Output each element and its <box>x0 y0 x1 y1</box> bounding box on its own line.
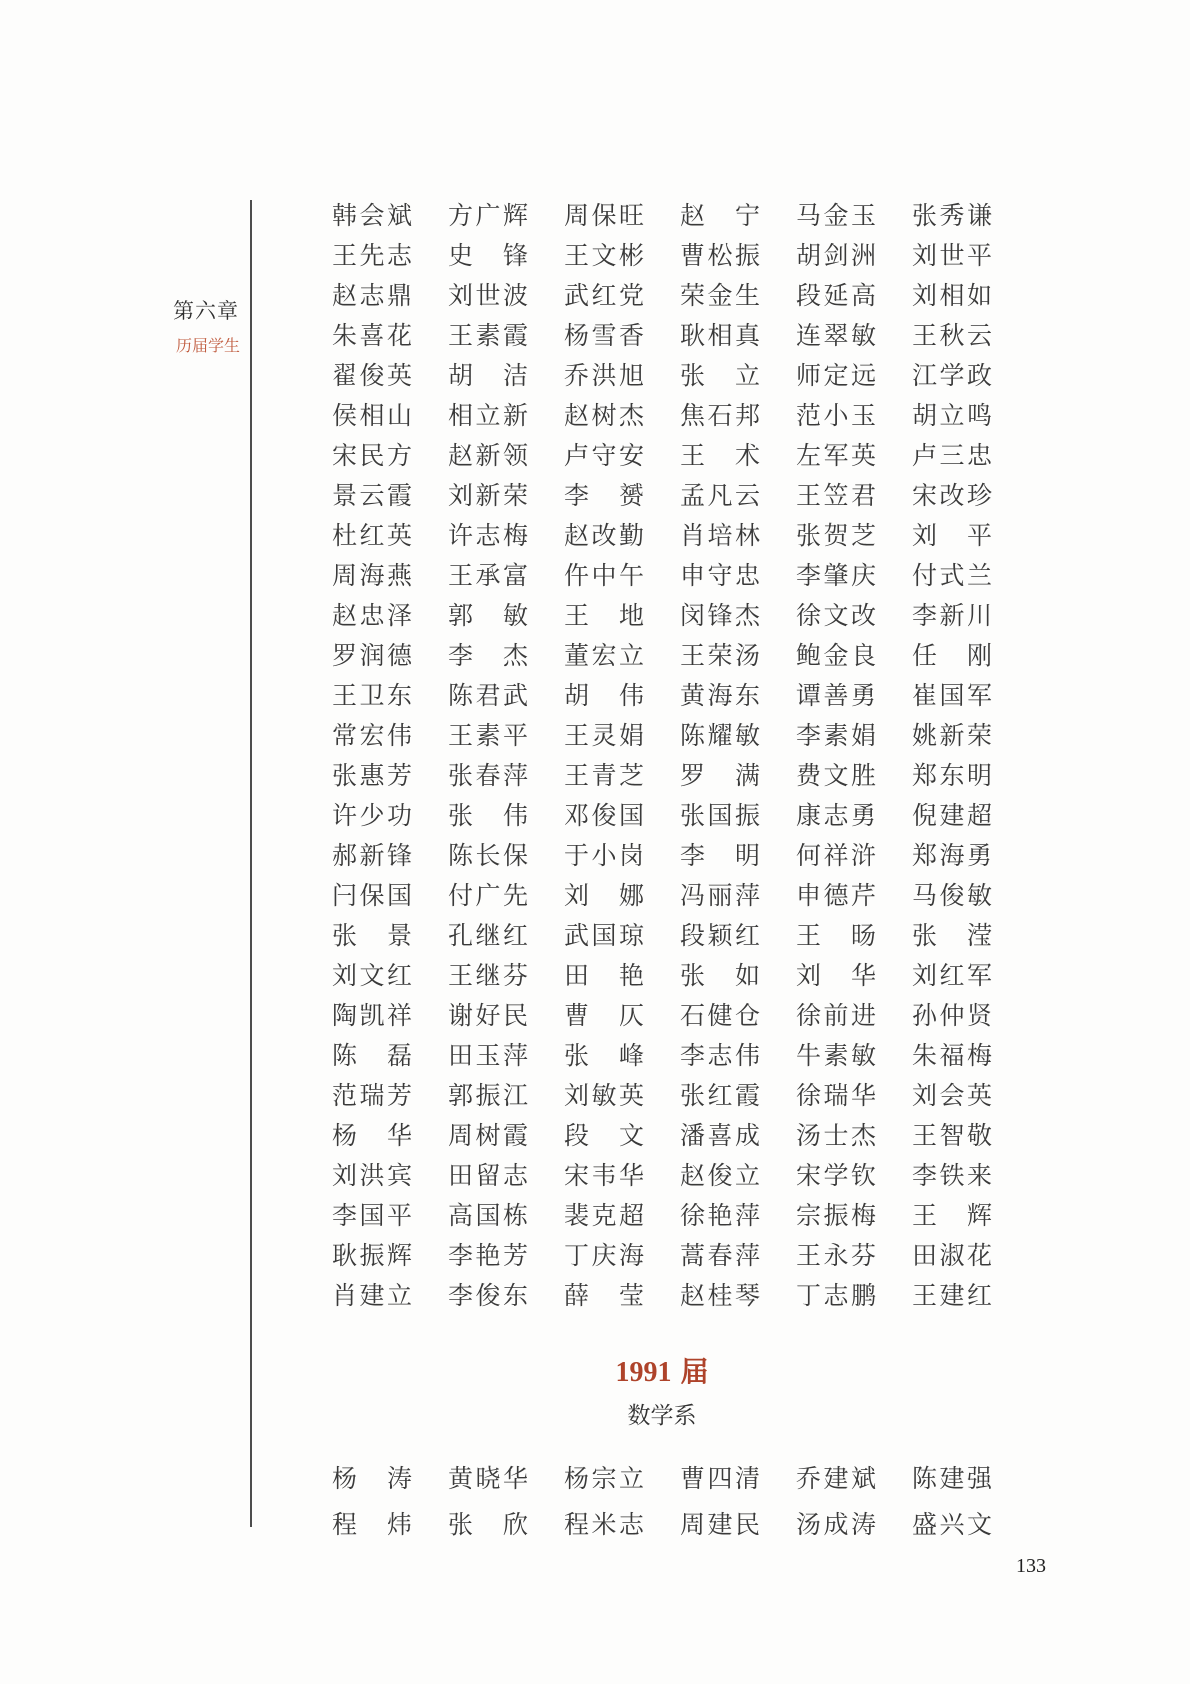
student-name: 程米志 <box>564 1511 644 1539</box>
student-name: 胡剑洲 <box>796 242 876 270</box>
cohort-year: 1991 <box>615 1357 672 1388</box>
student-name: 李 赟 <box>564 482 644 510</box>
student-name: 刘洪宾 <box>332 1162 412 1190</box>
student-name: 王卫东 <box>332 682 412 710</box>
student-name: 李志伟 <box>680 1042 760 1070</box>
student-name: 李肇庆 <box>796 562 876 590</box>
student-name: 侯相山 <box>332 402 412 430</box>
student-name: 郭 敏 <box>448 602 528 630</box>
student-name: 朱喜花 <box>332 322 412 350</box>
student-name: 徐艳萍 <box>680 1202 760 1230</box>
student-name: 蒿春萍 <box>680 1242 760 1270</box>
student-name: 曹松振 <box>680 242 760 270</box>
student-name: 王 辉 <box>912 1202 992 1230</box>
student-name: 张 峰 <box>564 1042 644 1070</box>
student-name: 丁志鹏 <box>796 1282 876 1310</box>
student-name: 赵志鼎 <box>332 282 412 310</box>
student-name: 薛 莹 <box>564 1282 644 1310</box>
student-name: 李铁来 <box>912 1162 992 1190</box>
student-name: 刘 华 <box>796 962 876 990</box>
student-name: 马俊敏 <box>912 882 992 910</box>
student-name: 闵锋杰 <box>680 602 760 630</box>
student-name: 胡立鸣 <box>912 402 992 430</box>
student-name: 肖建立 <box>332 1282 412 1310</box>
student-name: 杨 华 <box>332 1122 412 1150</box>
student-name: 方广辉 <box>448 202 528 230</box>
student-name: 武红党 <box>564 282 644 310</box>
student-name: 宋韦华 <box>564 1162 644 1190</box>
student-name: 闩保国 <box>332 882 412 910</box>
student-name: 王文彬 <box>564 242 644 270</box>
student-name: 陈君武 <box>448 682 528 710</box>
student-name: 刘文红 <box>332 962 412 990</box>
page-number: 133 <box>1016 1555 1046 1577</box>
student-name: 黄晓华 <box>448 1465 528 1493</box>
student-name: 张红霞 <box>680 1082 760 1110</box>
student-name: 盛兴文 <box>912 1511 992 1539</box>
student-name: 乔建斌 <box>796 1465 876 1493</box>
student-name: 谢好民 <box>448 1002 528 1030</box>
student-name: 王承富 <box>448 562 528 590</box>
student-name: 刘敏英 <box>564 1082 644 1110</box>
student-name: 仵中午 <box>564 562 644 590</box>
student-name: 倪建超 <box>912 802 992 830</box>
student-name: 王青芝 <box>564 762 644 790</box>
student-name: 宗振梅 <box>796 1202 876 1230</box>
student-name: 左军英 <box>796 442 876 470</box>
student-name: 王 地 <box>564 602 644 630</box>
student-name: 刘相如 <box>912 282 992 310</box>
student-name: 王先志 <box>332 242 412 270</box>
student-name: 陈长保 <box>448 842 528 870</box>
student-name: 高国栋 <box>448 1202 528 1230</box>
student-name: 康志勇 <box>796 802 876 830</box>
student-name: 刘世平 <box>912 242 992 270</box>
student-name: 张 立 <box>680 362 760 390</box>
student-name: 张春萍 <box>448 762 528 790</box>
student-name: 陈建强 <box>912 1465 992 1493</box>
student-name: 赵 宁 <box>680 202 760 230</box>
student-name: 连翠敏 <box>796 322 876 350</box>
student-name: 王继芬 <box>448 962 528 990</box>
student-name: 赵改勤 <box>564 522 644 550</box>
student-name: 胡 洁 <box>448 362 528 390</box>
student-name: 韩会斌 <box>332 202 412 230</box>
student-name: 郭振江 <box>448 1082 528 1110</box>
section-label: 历届学生 <box>176 338 241 355</box>
student-name: 谭善勇 <box>796 682 876 710</box>
student-name: 陈耀敏 <box>680 722 760 750</box>
student-name: 张 伟 <box>448 802 528 830</box>
student-name: 许少功 <box>332 802 412 830</box>
student-name: 王智敬 <box>912 1122 992 1150</box>
student-name: 荣金生 <box>680 282 760 310</box>
student-name: 相立新 <box>448 402 528 430</box>
student-name: 张 如 <box>680 962 760 990</box>
student-name: 李俊东 <box>448 1282 528 1310</box>
margin-rule <box>250 200 252 1527</box>
student-name: 罗润德 <box>332 642 412 670</box>
student-name: 王素平 <box>448 722 528 750</box>
student-name: 程 炜 <box>332 1511 412 1539</box>
cohort-suffix: 届 <box>680 1357 709 1388</box>
student-name: 董宏立 <box>564 642 644 670</box>
student-name: 赵新领 <box>448 442 528 470</box>
student-name: 罗 满 <box>680 762 760 790</box>
student-name: 申德芹 <box>796 882 876 910</box>
student-name: 田玉萍 <box>448 1042 528 1070</box>
student-name: 孔继红 <box>448 922 528 950</box>
student-name: 王建红 <box>912 1282 992 1310</box>
student-name: 潘喜成 <box>680 1122 760 1150</box>
student-name: 段延高 <box>796 282 876 310</box>
student-name: 刘世波 <box>448 282 528 310</box>
student-roster-top <box>332 196 992 1316</box>
chapter-label: 第六章 <box>173 299 239 323</box>
student-name: 田留志 <box>448 1162 528 1190</box>
student-name: 丁庆海 <box>564 1242 644 1270</box>
student-name: 张 滢 <box>912 922 992 950</box>
student-name: 石健仓 <box>680 1002 760 1030</box>
student-name: 宋改珍 <box>912 482 992 510</box>
student-name: 张 欣 <box>448 1511 528 1539</box>
student-name: 崔国军 <box>912 682 992 710</box>
student-name: 段 文 <box>564 1122 644 1150</box>
student-name: 付式兰 <box>912 562 992 590</box>
student-name: 冯丽萍 <box>680 882 760 910</box>
student-name: 田淑花 <box>912 1242 992 1270</box>
student-name: 张 景 <box>332 922 412 950</box>
student-name: 郝新锋 <box>332 842 412 870</box>
student-name: 王灵娟 <box>564 722 644 750</box>
student-name: 徐文改 <box>796 602 876 630</box>
student-name: 王素霞 <box>448 322 528 350</box>
student-name: 王 旸 <box>796 922 876 950</box>
student-name: 李素娟 <box>796 722 876 750</box>
student-name: 赵俊立 <box>680 1162 760 1190</box>
student-name: 孟凡云 <box>680 482 760 510</box>
student-name: 费文胜 <box>796 762 876 790</box>
student-name: 李国平 <box>332 1202 412 1230</box>
student-name: 乔洪旭 <box>564 362 644 390</box>
student-name: 汤士杰 <box>796 1122 876 1150</box>
student-name: 姚新荣 <box>912 722 992 750</box>
cohort-heading <box>332 1359 992 1387</box>
student-name: 周建民 <box>680 1511 760 1539</box>
student-name: 任 刚 <box>912 642 992 670</box>
student-name: 张国振 <box>680 802 760 830</box>
student-name: 杨雪香 <box>564 322 644 350</box>
student-name: 王 术 <box>680 442 760 470</box>
student-name: 裴克超 <box>564 1202 644 1230</box>
student-name: 杨 涛 <box>332 1465 412 1493</box>
student-name: 许志梅 <box>448 522 528 550</box>
student-name: 张惠芳 <box>332 762 412 790</box>
student-name: 赵桂琴 <box>680 1282 760 1310</box>
student-name: 杨宗立 <box>564 1465 644 1493</box>
student-name: 张贺芝 <box>796 522 876 550</box>
student-name: 江学政 <box>912 362 992 390</box>
student-name: 耿相真 <box>680 322 760 350</box>
student-name: 焦石邦 <box>680 402 760 430</box>
student-name: 陶凯祥 <box>332 1002 412 1030</box>
student-name: 卢三忠 <box>912 442 992 470</box>
student-name: 肖培林 <box>680 522 760 550</box>
student-name: 李艳芳 <box>448 1242 528 1270</box>
student-name: 陈 磊 <box>332 1042 412 1070</box>
student-name: 景云霞 <box>332 482 412 510</box>
student-name: 付广先 <box>448 882 528 910</box>
student-name: 李新川 <box>912 602 992 630</box>
student-name: 赵忠泽 <box>332 602 412 630</box>
department-label: 数学系 <box>627 1403 697 1428</box>
student-name: 申守忠 <box>680 562 760 590</box>
student-name: 王永芬 <box>796 1242 876 1270</box>
student-name: 黄海东 <box>680 682 760 710</box>
student-name: 宋学钦 <box>796 1162 876 1190</box>
student-name: 耿振辉 <box>332 1242 412 1270</box>
student-name: 刘会英 <box>912 1082 992 1110</box>
student-name: 周树霞 <box>448 1122 528 1150</box>
student-name: 李 明 <box>680 842 760 870</box>
student-name: 王秋云 <box>912 322 992 350</box>
student-name: 刘红军 <box>912 962 992 990</box>
student-name: 武国琼 <box>564 922 644 950</box>
student-name: 常宏伟 <box>332 722 412 750</box>
student-name: 徐瑞华 <box>796 1082 876 1110</box>
student-name: 刘 娜 <box>564 882 644 910</box>
student-roster-1991 <box>332 1456 992 1548</box>
student-name: 卢守安 <box>564 442 644 470</box>
student-name: 范瑞芳 <box>332 1082 412 1110</box>
student-name: 李 杰 <box>448 642 528 670</box>
student-name: 邓俊国 <box>564 802 644 830</box>
student-name: 段颖红 <box>680 922 760 950</box>
student-name: 王笠君 <box>796 482 876 510</box>
student-name: 史 锋 <box>448 242 528 270</box>
student-name: 师定远 <box>796 362 876 390</box>
student-name: 鲍金良 <box>796 642 876 670</box>
student-name: 王荣汤 <box>680 642 760 670</box>
student-name: 郑东明 <box>912 762 992 790</box>
student-name: 徐前进 <box>796 1002 876 1030</box>
student-name: 张秀谦 <box>912 202 992 230</box>
student-name: 宋民方 <box>332 442 412 470</box>
student-name: 刘 平 <box>912 522 992 550</box>
student-name: 翟俊英 <box>332 362 412 390</box>
student-name: 朱福梅 <box>912 1042 992 1070</box>
student-name: 何祥浒 <box>796 842 876 870</box>
student-name: 于小岗 <box>564 842 644 870</box>
student-name: 郑海勇 <box>912 842 992 870</box>
student-name: 刘新荣 <box>448 482 528 510</box>
student-name: 孙仲贤 <box>912 1002 992 1030</box>
student-name: 曹 仄 <box>564 1002 644 1030</box>
student-name: 范小玉 <box>796 402 876 430</box>
student-name: 赵树杰 <box>564 402 644 430</box>
student-name: 胡 伟 <box>564 682 644 710</box>
student-name: 汤成涛 <box>796 1511 876 1539</box>
student-name: 周海燕 <box>332 562 412 590</box>
student-name: 牛素敏 <box>796 1042 876 1070</box>
student-name: 周保旺 <box>564 202 644 230</box>
student-name: 田 艳 <box>564 962 644 990</box>
student-name: 杜红英 <box>332 522 412 550</box>
student-name: 马金玉 <box>796 202 876 230</box>
student-name: 曹四清 <box>680 1465 760 1493</box>
